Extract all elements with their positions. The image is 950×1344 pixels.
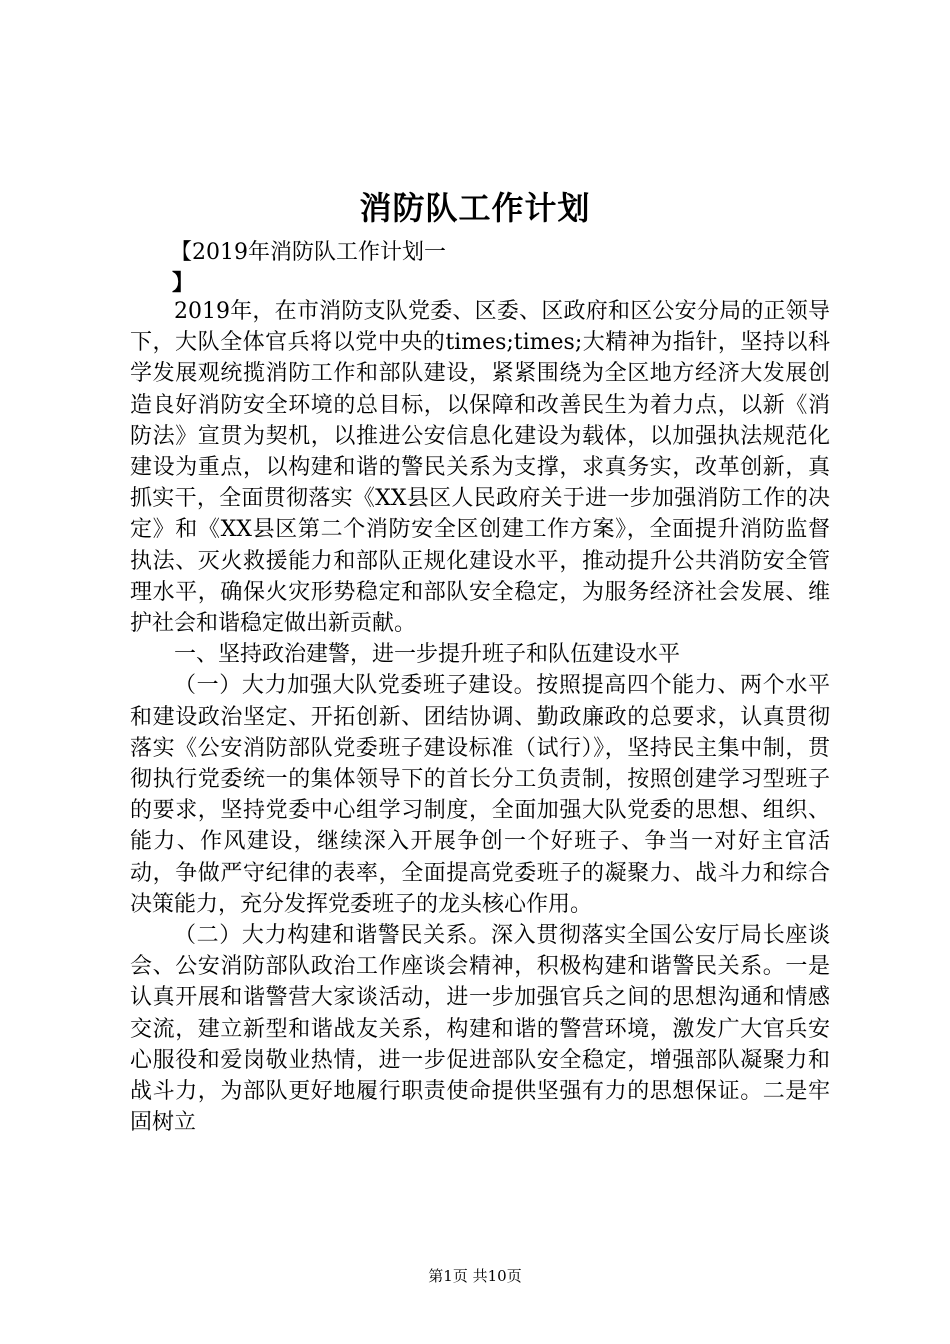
paragraph-police-relations: （二）大力构建和谐警民关系。深入贯彻落实全国公安厅局长座谈会、公安消防部队政治工作座谈会精神，积极构建和谐警民关系。一是认真开展和谐警营大家谈活动，进一步加强官兵之间的思想沟通和情感交流，建立新型和谐战友关系，构建和谐的警营环境，激发广大官兵安心服役和爱岗敬业热情，进一步促进部队安全稳定，增强部队凝聚力和战斗力，为部队更好地履行职责使命提供坚强有力的思想保证。二是牢固树立: [130, 923, 830, 1136]
subtitle-closing-bracket: 】: [172, 270, 195, 296]
document-title: 消防队工作计划: [359, 189, 591, 227]
paragraph-intro: 2019年，在市消防支队党委、区委、区政府和区公安分局的正领导下，大队全体官兵将以党中央的times;times;大精神为指针，坚持以科学发展观统揽消防工作和部队建设，紧紧围绕为全区地方经济大发展创造良好消防安全环境的总目标，以保障和改善民生为着力点，以新《消防法》宣贯为契机，以推进公安信息化建设为载体，以加强执法规范化建设为重点，以构建和谐的警民关系为支撑，求真务实，改革创新，真抓实干，全面贯彻落实《XX县区人民政府关于进一步加强消防工作的决定》和《XX县区第二个消防安全区创建工作方案》，全面提升消防监督执法、灭火救援能力和部队正规化建设水平，推动提升公共消防安全管理水平，确保火灾形势稳定和部队安全稳定，为服务经济社会发展、维护社会和谐稳定做出新贡献。: [130, 299, 830, 637]
section-heading: 一、坚持政治建警，进一步提升班子和队伍建设水平: [174, 642, 681, 668]
paragraph-party-committee: （一）大力加强大队党委班子建设。按照提高四个能力、两个水平和建设政治坚定、开拓创新、团结协调、勤政廉政的总要求，认真贯彻落实《公安消防部队党委班子建设标准（试行）》，坚持民主集中制，贯彻执行党委统一的集体领导下的首长分工负责制，按照创建学习型班子的要求，坚持党委中心组学习制度，全面加强大队党委的思想、组织、能力、作风建设，继续深入开展争创一个好班子、争当一对好主官活动，争做严守纪律的表率，全面提高党委班子的凝聚力、战斗力和综合决策能力，充分发挥党委班子的龙头核心作用。: [130, 673, 830, 917]
document-subtitle: 【2019年消防队工作计划一: [170, 240, 446, 265]
document-body: [130, 296, 830, 1138]
page-number-footer: 第1页 共10页: [428, 1267, 522, 1285]
